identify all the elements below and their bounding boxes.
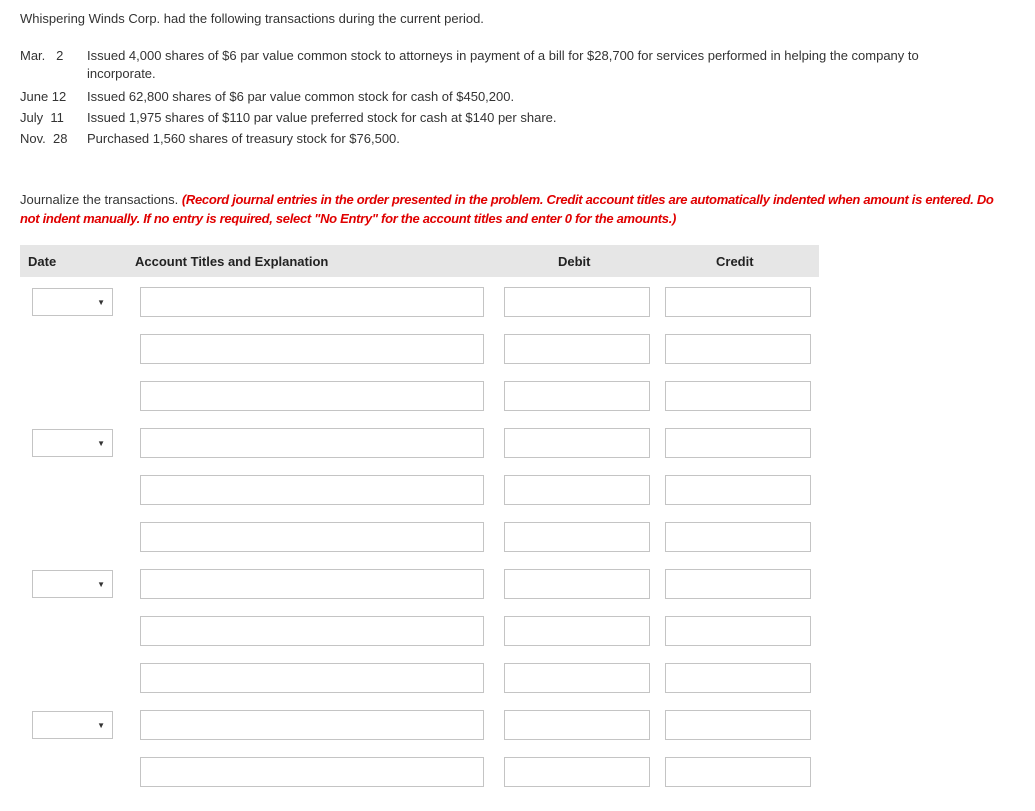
caret-down-icon: ▼	[97, 298, 105, 307]
credit-input[interactable]	[665, 381, 811, 411]
transaction-text: Issued 4,000 shares of $6 par value common stock to attorneys in payment of a bill for $28,700 for services performed in helping the company to incorporate.	[87, 48, 919, 81]
journal-table-header	[20, 245, 819, 277]
account-title-input[interactable]	[140, 334, 484, 364]
credit-input[interactable]	[665, 334, 811, 364]
debit-input[interactable]	[504, 757, 650, 787]
debit-input[interactable]	[504, 569, 650, 599]
account-title-input[interactable]	[140, 569, 484, 599]
credit-input[interactable]	[665, 757, 811, 787]
account-title-input[interactable]	[140, 287, 484, 317]
header-date: Date	[28, 254, 57, 269]
account-title-input[interactable]	[140, 475, 484, 505]
debit-input[interactable]	[504, 663, 650, 693]
caret-down-icon: ▼	[97, 721, 105, 730]
debit-input[interactable]	[504, 287, 650, 317]
transaction-text: Issued 1,975 shares of $110 par value preferred stock for cash at $140 per share.	[87, 110, 557, 125]
date-select[interactable]	[32, 570, 113, 598]
transaction-date: Mar. 2	[20, 48, 64, 63]
instructions	[20, 190, 1010, 228]
transaction-date: July 11	[20, 110, 64, 125]
credit-input[interactable]	[665, 287, 811, 317]
date-select[interactable]	[32, 429, 113, 457]
debit-input[interactable]	[504, 616, 650, 646]
debit-input[interactable]	[504, 475, 650, 505]
credit-input[interactable]	[665, 710, 811, 740]
debit-input[interactable]	[504, 522, 650, 552]
transaction-text: Issued 62,800 shares of $6 par value common stock for cash of $450,200.	[87, 89, 515, 104]
account-title-input[interactable]	[140, 522, 484, 552]
caret-down-icon: ▼	[97, 580, 105, 589]
instructions-note: (Record journal entries in the order presented in the problem. Credit account titles are automatically indented when amount is entered. Do not indent manually. If no entry is required, select "No Entry" for the account titles and enter 0 for the amounts.)	[20, 192, 994, 226]
transaction-date: June 12	[20, 89, 67, 104]
credit-input[interactable]	[665, 616, 811, 646]
debit-input[interactable]	[504, 381, 650, 411]
account-title-input[interactable]	[140, 663, 484, 693]
account-title-input[interactable]	[140, 616, 484, 646]
account-title-input[interactable]	[140, 710, 484, 740]
debit-input[interactable]	[504, 334, 650, 364]
date-select[interactable]	[32, 711, 113, 739]
credit-input[interactable]	[665, 475, 811, 505]
transaction-date: Nov. 28	[20, 131, 68, 146]
account-title-input[interactable]	[140, 381, 484, 411]
credit-input[interactable]	[665, 663, 811, 693]
caret-down-icon: ▼	[97, 439, 105, 448]
header-account: Account Titles and Explanation	[135, 254, 329, 269]
credit-input[interactable]	[665, 428, 811, 458]
debit-input[interactable]	[504, 428, 650, 458]
credit-input[interactable]	[665, 569, 811, 599]
header-credit: Credit	[716, 254, 754, 269]
credit-input[interactable]	[665, 522, 811, 552]
account-title-input[interactable]	[140, 757, 484, 787]
problem-intro: Whispering Winds Corp. had the following transactions during the current period.	[20, 11, 484, 26]
instructions-plain: Journalize the transactions.	[20, 192, 182, 207]
date-select[interactable]	[32, 288, 113, 316]
transaction-text: Purchased 1,560 shares of treasury stock for $76,500.	[87, 131, 400, 146]
account-title-input[interactable]	[140, 428, 484, 458]
header-debit: Debit	[558, 254, 591, 269]
debit-input[interactable]	[504, 710, 650, 740]
